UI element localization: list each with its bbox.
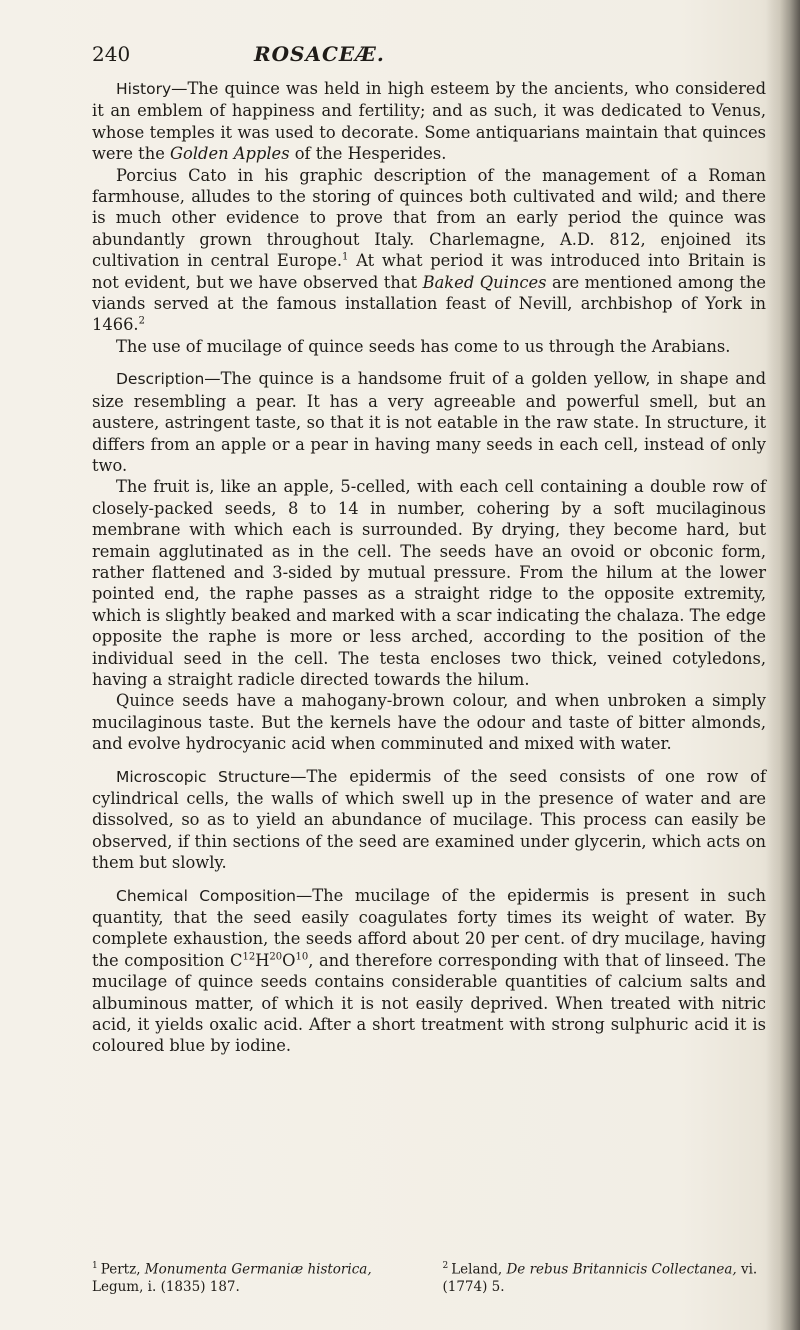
microscopic-paragraph: Microscopic Structure—The epidermis of the seed consists of one row of cylindrical cells, the walls of which swell up in the presence of water and are dissolved, so as to yield an abundance of mucilage. This process can easily be observed, if thin sections of the seed are examined under glycerin, which acts on them but slowly.: [92, 766, 766, 873]
description-paragraph-2: The fruit is, like an apple, 5-celled, with each cell containing a double row of closely-packed seeds, 8 to 14 in number, cohering by a soft mucilaginous membrane with which each is surrounded. By drying, they become hard, but remain agglutinated as in the cell. The seeds have an ovoid or obconic form, rather flattened and 3-sided by mutual pressure. From the hilum at the lower pointed end, the raphe passes as a straight ridge to the opposite extremity, which is slightly beaked and marked with a scar indicating the chalaza. The edge opposite the raphe is more or less arched, according to the position of the individual seed in the cell. The testa encloses two thick, veined cotyledons, having a straight radicle directed towards the hilum.: [92, 477, 766, 689]
chemical-paragraph: Chemical Composition—The mucilage of the epidermis is present in such quantity, that the seed easily coagulates forty times its weight of water. By complete exhaustion, the seeds afford about 20 per cent. of dry mucilage, having the composition $C^{12}H^{20}O^{10}$, and therefore corresponding with that of linseed. The mucilage of quince seeds contains considerable quantities of calcium salts and albuminous matter, of which it is not easily deprived. When treated with nitric acid, it yields oxalic acid. After a short treatment with strong sulphuric acid it is coloured blue by iodine.: [92, 885, 766, 1056]
description-paragraph-3: Quince seeds have a mahogany-brown colour, and when unbroken a simply mucilaginous taste. But the kernels have the odour and taste of bitter almonds, and evolve hydrocyanic acid when comminuted and mixed with water.: [92, 691, 766, 754]
section-heading-microscopic: Microscopic Structure: [116, 767, 291, 786]
history-paragraph-3: The use of mucilage of quince seeds has come to us through the Arabians.: [116, 336, 731, 356]
page-header: [92, 42, 740, 72]
footnote-1: $^1$ Pertz, Monumenta Germaniæ historica, Legum, i. (1835) 187.: [92, 1261, 372, 1295]
description-paragraph-1: Description—The quince is a handsome fruit of a golden yellow, in shape and size resembling a pear. It has a very agreeable and powerful smell, but an austere, astringent taste, so that it is not eatable in the raw state. In structure, it differs from an apple or a pear in having many seeds in each cell, instead of only two.: [92, 369, 766, 475]
footnotes: [92, 1258, 766, 1296]
history-paragraph-1: History—The quince was held in high esteem by the ancients, who considered it an emblem of happiness and fertility; and as such, it was dedicated to Venus, whose temples it was used to decorate. Some antiquarians maintain that quinces were the Golden Apples of the Hesperides.: [92, 79, 766, 164]
history-paragraph-2: Porcius Cato in his graphic description of the management of a Roman farmhouse, alludes to the storing of quinces both cultivated and wild; and there is much other evidence to prove that from an early period the quince was abundantly grown throughout Italy. Charlemagne, A.D. 812, enjoined its cultivation in central Europe.$^1$ At what period it was introduced into Britain is not evident, but we have observed that Baked Quinces are mentioned among the viands served at the famous installation feast of Nevill, archbishop of York in 1466.$^2$: [92, 165, 767, 335]
footnote-ref-1[interactable]: 1: [342, 251, 349, 263]
footnote-2: $^2$ Leland, De rebus Britannicis Collectanea, vi. (1774) 5.: [442, 1261, 758, 1295]
section-heading-history: History: [116, 80, 172, 98]
section-heading-chemical: Chemical Composition: [116, 886, 297, 905]
page-number: 240: [92, 42, 131, 66]
section-heading-description: Description: [116, 370, 205, 389]
page-gutter-shadow: [766, 0, 800, 1330]
footnote-ref-2[interactable]: 2: [138, 316, 145, 328]
running-head: ROSACEÆ.: [254, 42, 385, 66]
page-body: [92, 78, 766, 1057]
